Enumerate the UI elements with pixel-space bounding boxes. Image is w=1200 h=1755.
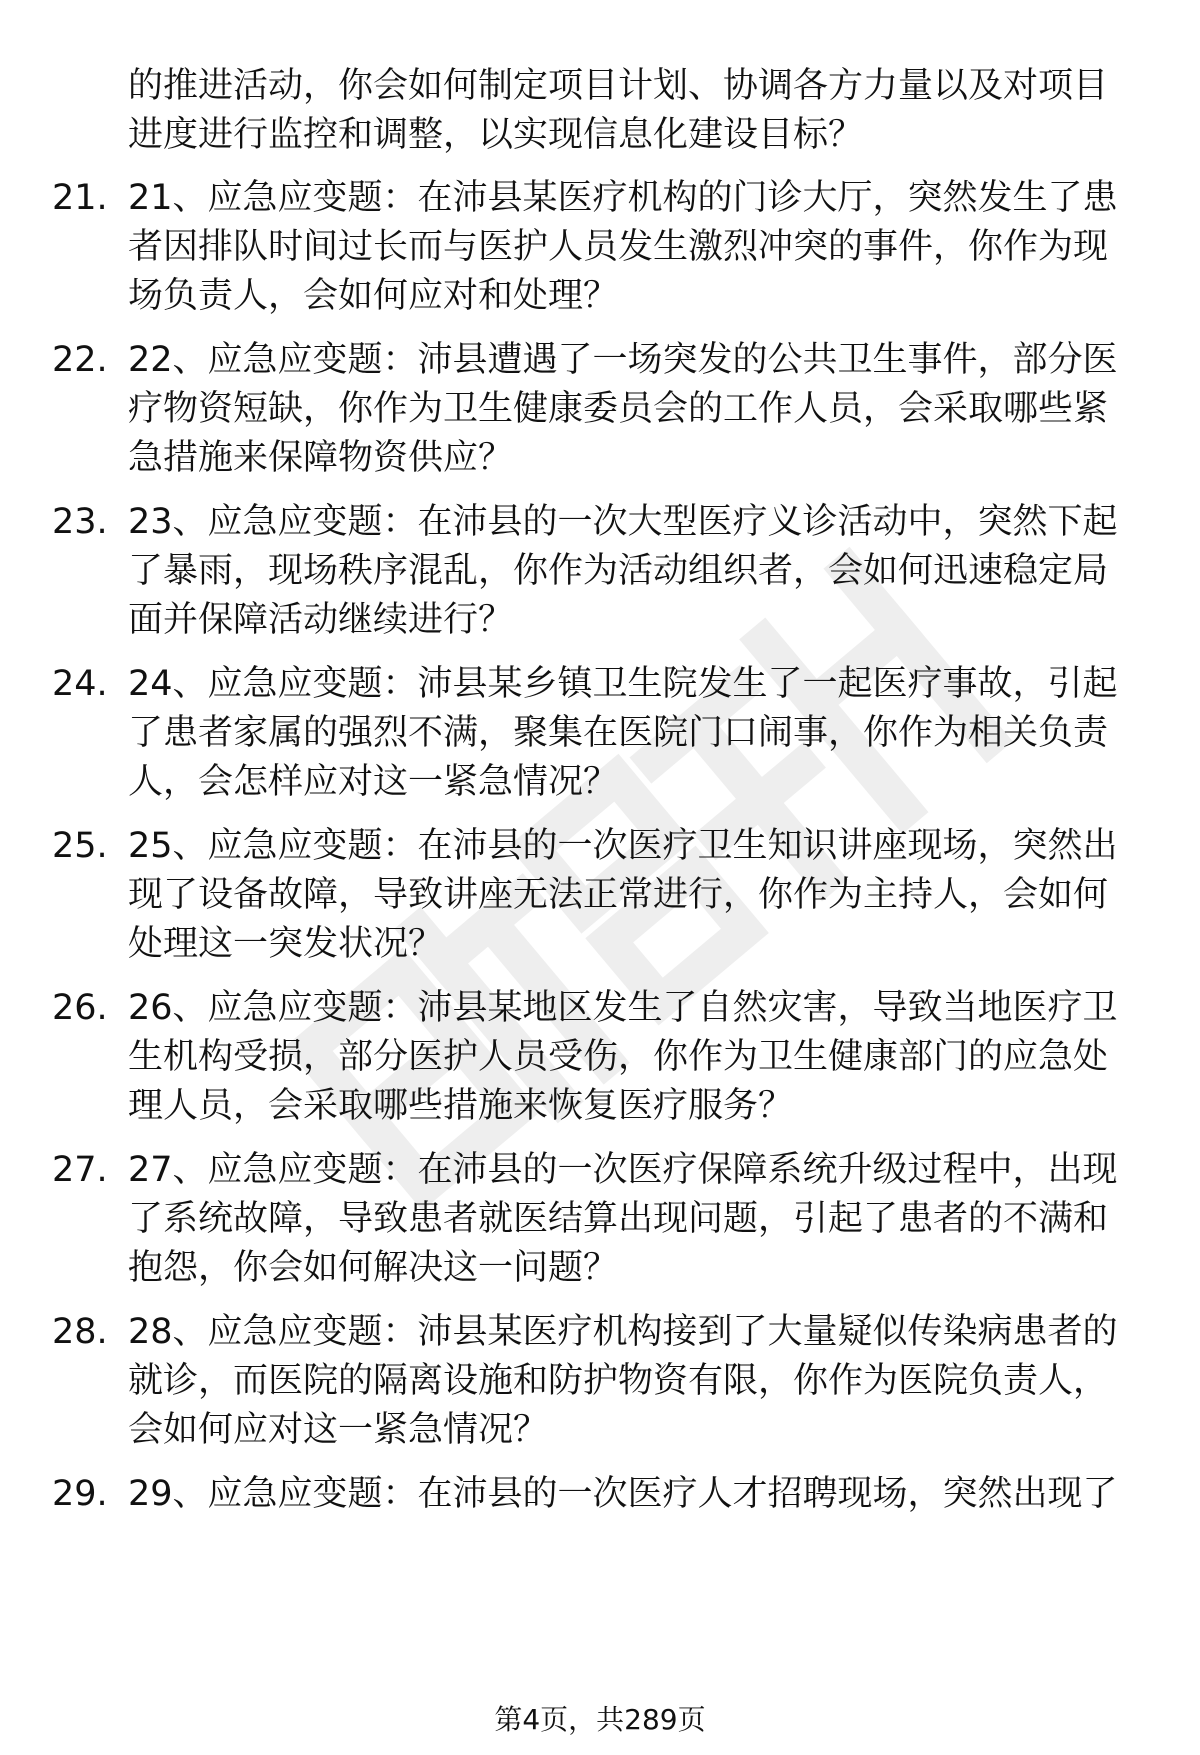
question-number: 28. xyxy=(52,1312,108,1352)
question-number: 29. xyxy=(52,1474,108,1514)
question-number: 27. xyxy=(52,1150,108,1190)
question-text: 28、应急应变题：沛县某医疗机构接到了大量疑似传染病患者的 就诊，而医院的隔离设施和防护物资有限，你作为医院负责人， 会如何应对这一紧急情况？ xyxy=(128,1312,1118,1450)
question-number: 24. xyxy=(52,664,108,704)
question-text: 29、应急应变题：在沛县的一次医疗人才招聘现场，突然出现了 xyxy=(128,1474,1118,1514)
question-text: 23、应急应变题：在沛县的一次大型医疗义诊活动中，突然下起 了暴雨，现场秩序混乱，你作为活动组织者，会如何迅速稳定局 面并保障活动继续进行？ xyxy=(128,502,1118,640)
question-number: 22. xyxy=(52,340,108,380)
question-text: 24、应急应变题：沛县某乡镇卫生院发生了一起医疗事故，引起 了患者家属的强烈不满，聚集在医院门口闹事，你作为相关负责 人，会怎样应对这一紧急情况？ xyxy=(128,664,1118,802)
question-number: 23. xyxy=(52,502,108,542)
question-text: 26、应急应变题：沛县某地区发生了自然灾害，导致当地医疗卫 生机构受损，部分医护人员受伤，你作为卫生健康部门的应急处 理人员，会采取哪些措施来恢复医疗服务？ xyxy=(128,988,1118,1126)
continuation-text: 的推进活动，你会如何制定项目计划、协调各方力量以及对项目 进度进行监控和调整，以实现信息化建设目标？ xyxy=(128,66,1109,155)
question-text: 25、应急应变题：在沛县的一次医疗卫生知识讲座现场，突然出 现了设备故障，导致讲座无法正常进行，你作为主持人，会如何 处理这一突发状况？ xyxy=(128,826,1118,964)
question-number: 21. xyxy=(52,178,108,218)
question-text: 22、应急应变题：沛县遭遇了一场突发的公共卫生事件，部分医 疗物资短缺，你作为卫生健康委员会的工作人员，会采取哪些紧 急措施来保障物资供应？ xyxy=(128,340,1118,478)
page-footer: 第4页，共289页 xyxy=(494,1703,706,1736)
question-number: 25. xyxy=(52,826,108,866)
question-text: 27、应急应变题：在沛县的一次医疗保障系统升级过程中，出现 了系统故障，导致患者就医结算出现问题，引起了患者的不满和 抱怨，你会如何解决这一问题？ xyxy=(128,1150,1118,1288)
question-text: 21、应急应变题：在沛县某医疗机构的门诊大厅，突然发生了患 者因排队时间过长而与医护人员发生激烈冲突的事件，你作为现 场负责人，会如何应对和处理？ xyxy=(128,178,1118,316)
question-number: 26. xyxy=(52,988,108,1028)
